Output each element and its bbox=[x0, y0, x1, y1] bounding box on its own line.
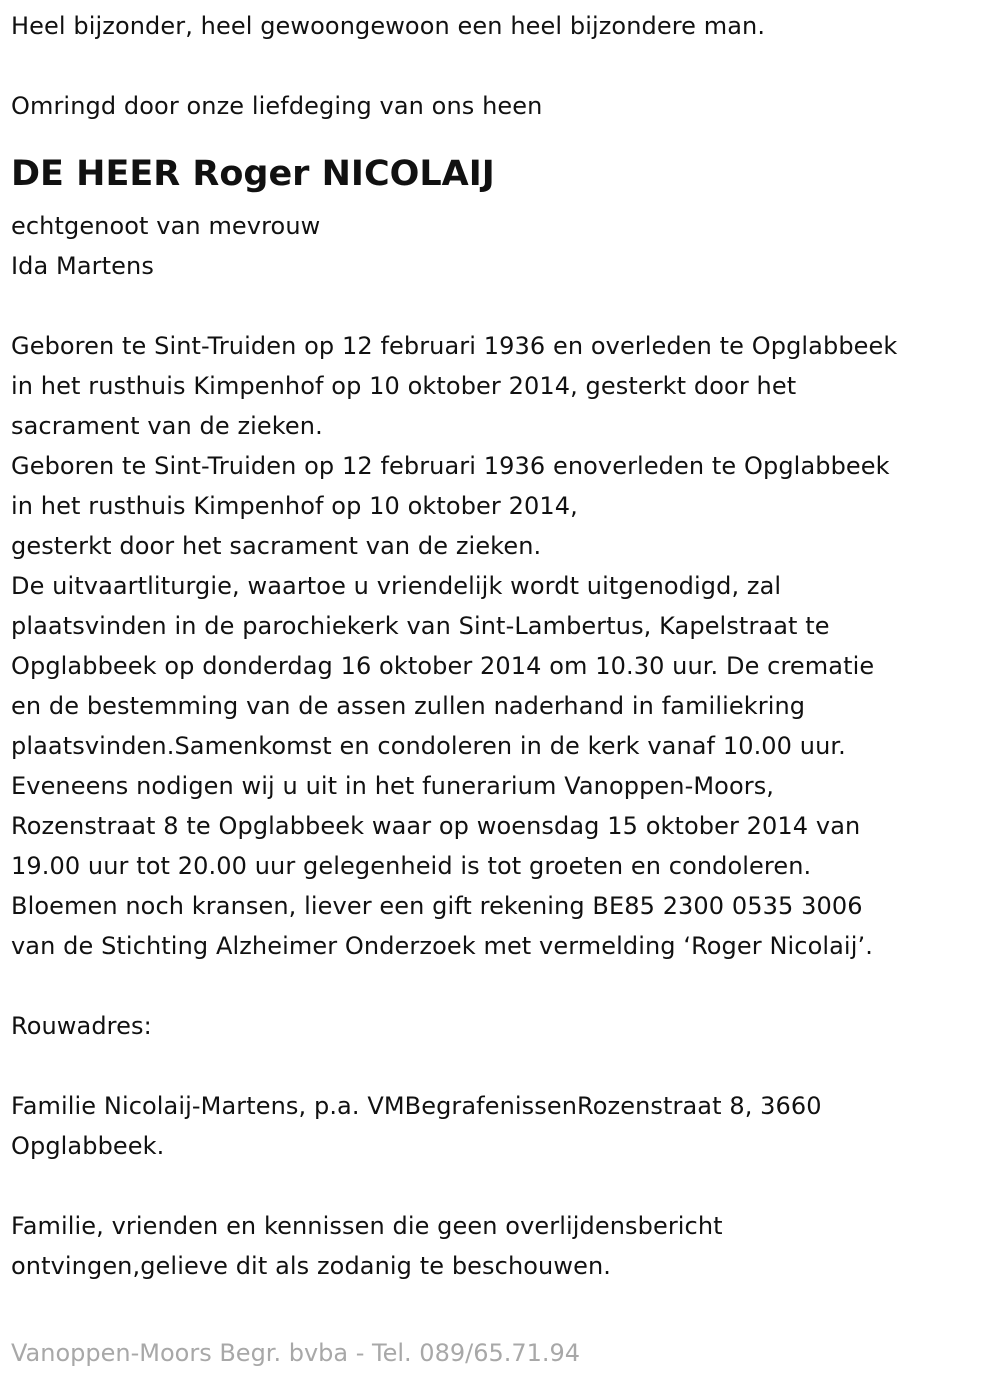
notice-line-2: ontvingen,gelieve dit als zodanig te beschouwen. bbox=[11, 1252, 611, 1280]
body-line: Geboren te Sint-Truiden op 12 februari 1936 enoverleden te Opglabbeek bbox=[11, 452, 890, 480]
body-line: gesterkt door het sacrament van de zieken. bbox=[11, 532, 542, 560]
address-line-1: Familie Nicolaij-Martens, p.a. VMBegrafenissenRozenstraat 8, 3660 bbox=[11, 1092, 822, 1120]
body-line: De uitvaartliturgie, waartoe u vriendelijk wordt uitgenodigd, zal bbox=[11, 572, 782, 600]
body-line: Eveneens nodigen wij u uit in het funerarium Vanoppen-Moors, bbox=[11, 772, 775, 800]
body-line: in het rusthuis Kimpenhof op 10 oktober 2014, bbox=[11, 492, 578, 520]
address-label: Rouwadres: bbox=[11, 1012, 152, 1040]
notice-line-1: Familie, vrienden en kennissen die geen overlijdensbericht bbox=[11, 1212, 723, 1240]
body-line: Opglabbeek op donderdag 16 oktober 2014 om 10.30 uur. De crematie bbox=[11, 652, 875, 680]
body-text bbox=[11, 326, 991, 966]
relation-line-2: Ida Martens bbox=[11, 252, 154, 280]
body-line: van de Stichting Alzheimer Onderzoek met vermelding ‘Roger Nicolaij’. bbox=[11, 932, 873, 960]
body-line: en de bestemming van de assen zullen naderhand in familiekring bbox=[11, 692, 806, 720]
intro-line-2: Omringd door onze liefdeging van ons heen bbox=[11, 92, 543, 120]
intro-line-1: Heel bijzonder, heel gewoongewoon een heel bijzondere man. bbox=[11, 12, 766, 40]
obituary-document bbox=[11, 0, 991, 1286]
body-line: Bloemen noch kransen, liever een gift rekening BE85 2300 0535 3006 bbox=[11, 892, 863, 920]
deceased-name: DE HEER Roger NICOLAIJ bbox=[11, 154, 495, 194]
funeral-home-footer: Vanoppen-Moors Begr. bvba - Tel. 089/65.71.94 bbox=[11, 1339, 581, 1367]
body-line: Geboren te Sint-Truiden op 12 februari 1936 en overleden te Opglabbeek bbox=[11, 332, 898, 360]
body-line: Rozenstraat 8 te Opglabbeek waar op woensdag 15 oktober 2014 van bbox=[11, 812, 861, 840]
body-line: plaatsvinden.Samenkomst en condoleren in de kerk vanaf 10.00 uur. bbox=[11, 732, 846, 760]
body-line: sacrament van de zieken. bbox=[11, 412, 323, 440]
address-line-2: Opglabbeek. bbox=[11, 1132, 165, 1160]
body-line: 19.00 uur tot 20.00 uur gelegenheid is tot groeten en condoleren. bbox=[11, 852, 812, 880]
relation-line-1: echtgenoot van mevrouw bbox=[11, 212, 321, 240]
body-line: plaatsvinden in de parochiekerk van Sint-Lambertus, Kapelstraat te bbox=[11, 612, 830, 640]
body-line: in het rusthuis Kimpenhof op 10 oktober 2014, gesterkt door het bbox=[11, 372, 797, 400]
